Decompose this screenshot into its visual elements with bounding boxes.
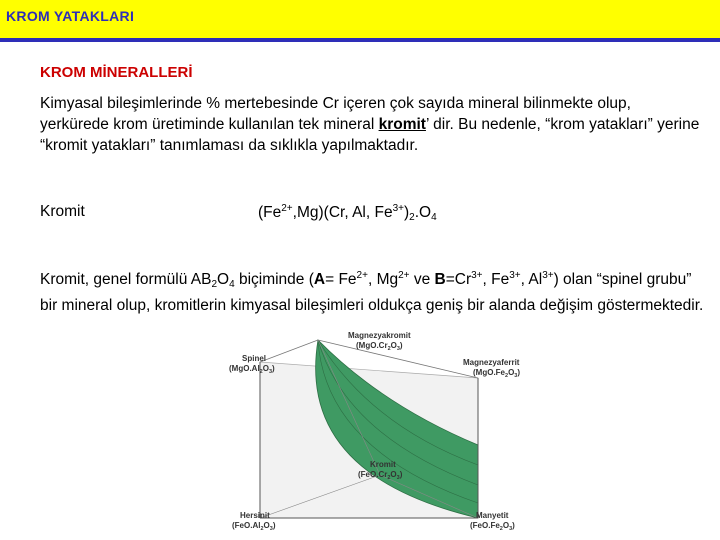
kromit-label: Kromit — [370, 460, 396, 469]
spinel-composition-prism — [220, 325, 530, 540]
section-title: KROM MİNERALLERİ — [40, 64, 193, 81]
mineral-name: Kromit — [40, 203, 85, 220]
spinel-paragraph: Kromit, genel formülü $AB_2O_4$ biçiminde ($A= Fe^{2+}$, $Mg^{2+}$ ve $B=Cr^{3+}$, $Fe^{3+}$, $Al^{3+}$) olan “spinel grubu” bir mineral olup, kromitlerin kimyasal bileşimleri oldukça geniş bir alanda değişim göstermektedir. — [40, 270, 704, 314]
spinel-label: Spinel — [242, 354, 267, 363]
intro-text-end: ’ dir. Bu nedenle, “krom yatakları” yerine “kromit yatakları” tanımlaması da sıklıkla yapılmaktadır. — [40, 116, 700, 154]
manyetit-formula: $(FeO.Fe_2O_3)$ — [470, 521, 515, 532]
kromit-emphasis: kromit — [378, 116, 426, 133]
header-bar — [0, 0, 720, 42]
hersinit-label: Hersinit — [240, 511, 270, 520]
magnezyaferrit-formula: $(MgO.Fe_2O_3)$ — [473, 368, 521, 379]
page-title: KROM YATAKLARI — [6, 8, 135, 24]
intro-paragraph — [40, 93, 700, 156]
spinel-formula: $(MgO.Al_2O_3)$ — [229, 364, 275, 375]
hersinit-formula: $(FeO.Al_2O_3)$ — [232, 521, 276, 532]
magnezyakromit-formula: $(MgO.Cr_2O_3)$ — [356, 341, 403, 352]
chemical-formula: $(Fe^{2+},Mg)(Cr$, Al, $Fe^{3+})_2.O_4$ — [258, 203, 437, 223]
kromit-formula: $(FeO.Cr_2O_3)$ — [358, 470, 403, 481]
prism-edge — [260, 340, 318, 362]
magnezyakromit-label: Magnezyakromit — [348, 331, 411, 340]
intro-text: Kimyasal bileşimlerinde % mertebesinde Cr içeren çok sayıda mineral bilinmekte olup, yerkürede krom üretiminde kullanılan tek mineral — [40, 95, 631, 133]
magnezyaferrit-label: Magnezyaferrit — [463, 358, 520, 367]
manyetit-label: Manyetit — [476, 511, 509, 520]
